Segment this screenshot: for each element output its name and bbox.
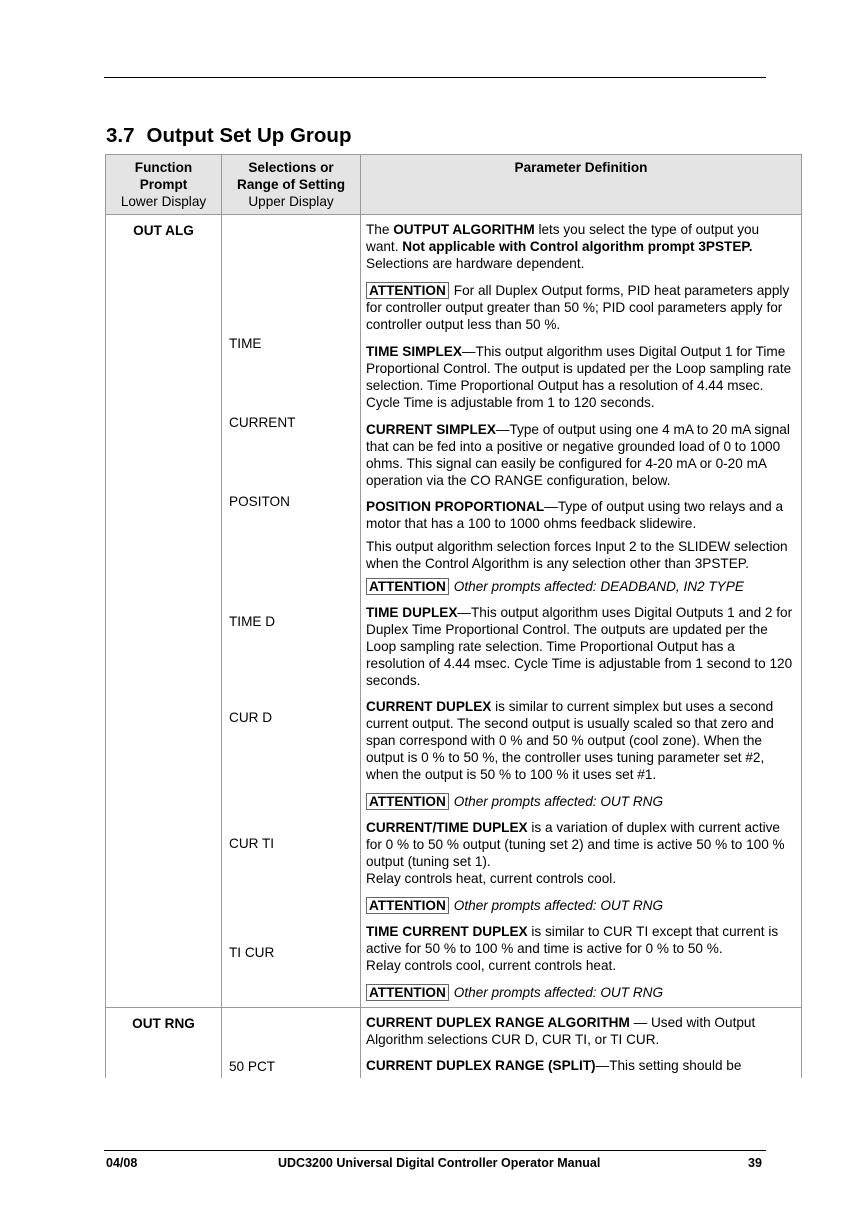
attention-badge: ATTENTION xyxy=(366,897,449,914)
position-attention: ATTENTION Other prompts affected: DEADBAND, IN2 TYPE xyxy=(366,578,795,595)
attention-badge: ATTENTION xyxy=(366,793,449,810)
selection-time-d: TIME D xyxy=(229,614,276,629)
time-current-attention: ATTENTION Other prompts affected: OUT RNG xyxy=(366,984,795,1001)
footer-rule xyxy=(104,1150,766,1151)
current-time-duplex-def: CURRENT/TIME DUPLEX is a variation of duplex with current active for 0 % to 50 % output (tuning set 2) and time is active 50 % to 100 % output (tuning set 1). Relay controls heat, current controls cool. xyxy=(366,820,785,886)
selection-cur-d: CUR D xyxy=(229,710,273,725)
position-proportional-note: This output algorithm selection forces Input 2 to the SLIDEW selection when the Control Algorithm is any selection other than 3PSTEP. xyxy=(366,539,788,571)
current-duplex-def: CURRENT DUPLEX is similar to current simplex but uses a second current output. The second output is usually scaled so that zero and span correspond with 0 % and 50 % output (cool zone). When the output is 0 % to 50 %, the controller uses tuning parameter set #2, when the output is 50 % to 100 % it uses set #1. xyxy=(366,699,774,782)
attention-badge: ATTENTION xyxy=(366,578,449,595)
prompt-out-rng: OUT RNG xyxy=(106,1008,222,1079)
parameter-table xyxy=(105,154,802,1078)
selections-out-rng xyxy=(222,1008,361,1079)
selection-cur-ti: CUR TI xyxy=(229,836,275,851)
split-range-def: CURRENT DUPLEX RANGE (SPLIT)—This setting should be xyxy=(366,1058,742,1073)
selection-50-pct: 50 PCT xyxy=(229,1059,276,1074)
table-row xyxy=(106,215,802,1008)
header-parameter-definition: Parameter Definition xyxy=(361,155,802,215)
time-duplex-def: TIME DUPLEX—This output algorithm uses Digital Outputs 1 and 2 for Duplex Time Proportional Control. The outputs are updated per the Loop sampling rate selection. Time Proportional Output has a resolution of 4.44 msec. Cycle Time is adjustable from 1 second to 120 seconds. xyxy=(366,605,793,688)
section-name: Output Set Up Group xyxy=(146,124,352,147)
definition-out-rng xyxy=(361,1008,802,1079)
section-title xyxy=(106,124,351,148)
out-alg-intro: The OUTPUT ALGORITHM lets you select the type of output you want. Not applicable with Control algorithm prompt 3PSTEP. Selections are hardware dependent. xyxy=(366,222,760,271)
header-selections: Selections or Range of Setting Upper Display xyxy=(222,155,361,215)
current-time-attention: ATTENTION Other prompts affected: OUT RNG xyxy=(366,897,795,914)
section-number: 3.7 xyxy=(106,124,135,147)
footer-title: UDC3200 Universal Digital Controller Operator Manual xyxy=(278,1156,601,1170)
definition-out-alg xyxy=(361,215,802,1008)
table-header-row xyxy=(106,155,802,215)
position-proportional-def: POSITION PROPORTIONAL—Type of output using two relays and a motor that has a 100 to 1000 ohms feedback slidewire. xyxy=(366,499,784,531)
header-rule xyxy=(104,77,766,78)
selection-positon: POSITON xyxy=(229,494,290,509)
prompt-out-alg: OUT ALG xyxy=(106,215,222,1008)
out-rng-intro: CURRENT DUPLEX RANGE ALGORITHM — Used with Output Algorithm selections CUR D, CUR TI, or TI CUR. xyxy=(366,1015,756,1047)
footer-date: 04/08 xyxy=(106,1156,138,1170)
selection-time: TIME xyxy=(229,336,262,351)
header-function-prompt: Function Prompt Lower Display xyxy=(106,155,222,215)
selection-current: CURRENT xyxy=(229,415,296,430)
current-duplex-attention: ATTENTION Other prompts affected: OUT RNG xyxy=(366,793,795,810)
table-row xyxy=(106,1008,802,1079)
selection-ti-cur: TI CUR xyxy=(229,945,275,960)
footer-page-number: 39 xyxy=(748,1156,762,1170)
attention-badge: ATTENTION xyxy=(366,984,449,1001)
time-current-duplex-def: TIME CURRENT DUPLEX is similar to CUR TI except that current is active for 50 % to 100 % and time is active for 0 % to 50 %. Relay controls cool, current controls heat. xyxy=(366,924,779,973)
current-simplex-def: CURRENT SIMPLEX—Type of output using one 4 mA to 20 mA signal that can be fed into a positive or negative grounded load of 0 to 1000 ohms. This signal can easily be configured for 4-20 mA or 0-20 mA operation via the CO RANGE configuration, below. xyxy=(366,422,790,488)
selections-out-alg xyxy=(222,215,361,1008)
time-simplex-def: TIME SIMPLEX—This output algorithm uses Digital Output 1 for Time Proportional Control. The output is updated per the Loop sampling rate selection. Time Proportional Output has a resolution of 4.44 msec. Cycle Time is adjustable from 1 to 120 seconds. xyxy=(366,344,792,410)
out-alg-attention: ATTENTION For all Duplex Output forms, PID heat parameters apply for controller output greater than 50 %; PID cool parameters apply for controller output less than 50 %. xyxy=(366,283,790,332)
attention-badge: ATTENTION xyxy=(366,282,449,299)
